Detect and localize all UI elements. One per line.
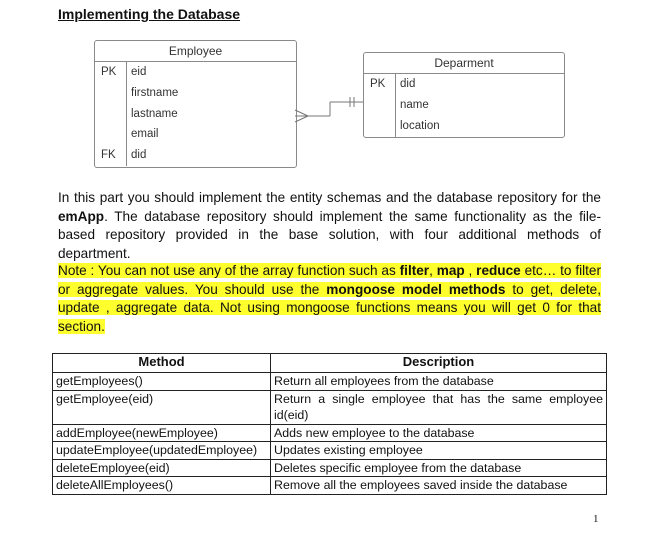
employee-field-row [95,83,296,104]
column-header: Method [53,354,271,373]
department-field-row [364,95,564,116]
description-cell: Updates existing employee [271,442,607,460]
method-cell: getEmployee(eid) [53,390,271,424]
department-field-row [364,116,564,137]
description-cell: Deletes specific employee from the database [271,459,607,477]
highlighted-note [58,263,601,334]
field-key: PK [370,78,386,90]
table-row [53,442,607,460]
instructions-paragraph [58,189,601,263]
description-cell: Adds new employee to the database [271,424,607,442]
department-fields [364,74,564,137]
department-entity-title: Deparment [364,53,564,74]
paragraph-text: In this part you should implement the entity schemas and the database repository for the [58,190,601,205]
table-row [53,477,607,495]
method-cell: getEmployees() [53,373,271,391]
crows-foot-icon [295,97,363,122]
field-name: name [400,99,429,111]
note-keyword: map [436,263,465,278]
description-cell: Return all employees from the database [271,373,607,391]
method-cell: deleteAllEmployees() [53,477,271,495]
table-row [53,373,607,391]
field-name: did [131,149,147,162]
note-text: , [429,263,437,278]
employee-field-row [95,124,296,145]
note-text: etc… to filter or aggregate values. You should use the [58,263,601,297]
employee-field-row [95,62,296,83]
note-text: , [464,263,477,278]
table-header-row [53,354,607,373]
field-name: eid [131,66,147,78]
department-entity [363,52,565,138]
description-cell: Return a single employee that has the same employee id(eid) [271,390,607,424]
column-header: Description [271,354,607,373]
table-row [53,459,607,477]
department-field-row [364,74,564,95]
note-keyword: reduce [476,263,521,278]
app-name: emApp [58,208,105,224]
employee-fields [95,62,296,166]
section-heading: Implementing the Database [58,6,241,22]
employee-field-row [95,104,296,125]
note-paragraph [58,262,601,336]
employee-field-row [95,145,296,166]
note-keyword: filter [399,263,430,278]
note-text: to get, delete, update , aggregate data. Not using mongoose functions means you will get 0 for that section. [58,281,601,334]
description-cell: Remove all the employees saved inside the database [271,477,607,495]
field-key: FK [101,149,116,162]
employee-entity [94,40,297,168]
relationship-connector [290,90,370,130]
table-row [53,390,607,424]
method-cell: deleteEmployee(eid) [53,459,271,477]
page-number: 1 [593,513,599,525]
field-name: firstname [131,86,179,99]
note-text: Note : You can not use any of the array function such as [58,263,400,278]
note-keyword: mongoose model methods [326,281,506,297]
table-row [53,424,607,442]
field-name: did [400,78,416,90]
field-name: lastname [131,107,178,120]
methods-table [52,353,607,495]
field-name: location [400,120,440,132]
employee-entity-title: Employee [95,41,296,62]
method-cell: updateEmployee(updatedEmployee) [53,442,271,460]
method-cell: addEmployee(newEmployee) [53,424,271,442]
paragraph-text: . The database repository should implement the same functionality as the file-based repository provided in the base solution, with four additional methods of department. [58,208,601,261]
field-name: email [131,128,159,141]
field-key: PK [101,66,117,78]
